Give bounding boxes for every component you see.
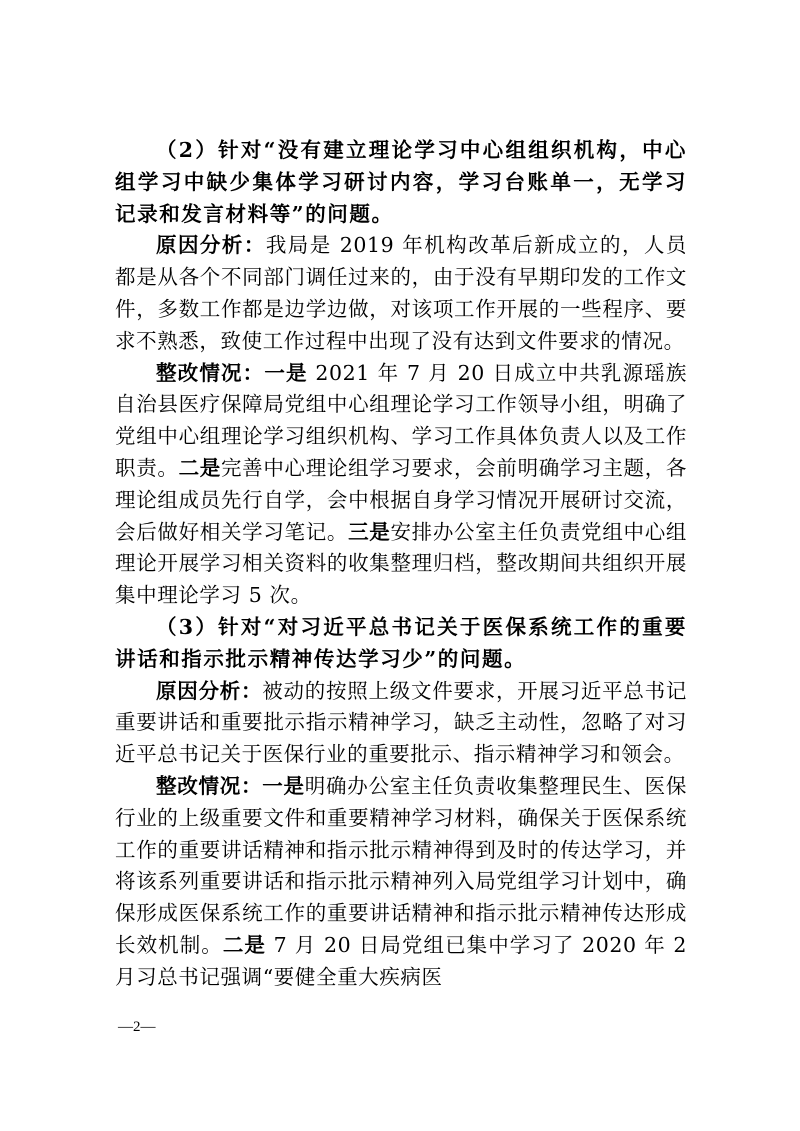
item-text: 2021 年 7 月 20 日成立中共乳源瑶族自治县医疗保障局党组中心组理论学习工作领导小组，明确了党组中心组理论学习组织机构、学习工作具体负责人以及工作职责。	[115, 360, 688, 480]
item-text: 明确办公室主任负责收集整理民生、医保行业的上级重要文件和重要精神学习材料，确保关于医保系统工作的重要讲话精神和指示批示精神得到及时的传达学习，并将该系列重要讲话和指示批示精神列入局党组学习计划中，确保形成医保系统工作的重要讲话精神和指示批示精神传达形成长效机制。	[115, 773, 688, 957]
paragraph-label: 原因分析：	[156, 233, 266, 258]
item-key: 一是	[262, 773, 305, 798]
heading-text: （2）针对“没有建立理论学习中心组组织机构，中心组学习中缺少集体学习研讨内容，学习台账单一，无学习记录和发言材料等”的问题。	[115, 138, 687, 226]
item-key: 二是	[178, 455, 221, 480]
cause-analysis-paragraph-3	[115, 676, 687, 771]
item-text: 完善中心理论组学习要求，会前明确学习主题，各理论组成员先行自学，会中根据自身学习情况开展研讨交流，会后做好相关学习笔记。	[115, 455, 688, 544]
paragraph-label: 整改情况：	[156, 360, 265, 385]
paragraph-text: 被动的按照上级文件要求，开展习近平总书记重要讲话和重要批示指示精神学习，缺乏主动性，忽略了对习近平总书记关于医保行业的重要批示、指示精神学习和领会。	[115, 678, 688, 767]
item-key: 一是	[264, 360, 308, 385]
section-heading-2	[115, 135, 687, 230]
heading-text: （3）针对“对习近平总书记关于医保系统工作的重要讲话和指示批示精神传达学习少”的问题。	[115, 614, 687, 671]
page-number: —2—	[118, 1019, 156, 1035]
item-key: 三是	[348, 519, 391, 544]
rectification-paragraph-3	[115, 771, 687, 994]
cause-analysis-paragraph-2	[115, 230, 687, 357]
paragraph-label: 原因分析：	[156, 678, 263, 703]
item-key: 二是	[222, 932, 266, 957]
paragraph-text: 我局是 2019 年机构改革后新成立的，人员都是从各个不同部门调任过来的，由于没有早期印发的工作文件，多数工作都是边学边做，对该项工作开展的一些程序、要求不熟悉，致使工作过程中出现了没有达到文件要求的情况。	[115, 233, 688, 353]
paragraph-label: 整改情况：	[156, 773, 263, 798]
rectification-paragraph-2	[115, 358, 687, 612]
document-body	[115, 135, 687, 994]
item-text: 安排办公室主任负责党组中心组理论开展学习相关资料的收集整理归档，整改期间共组织开展集中理论学习 5 次。	[115, 519, 688, 608]
section-heading-3	[115, 612, 687, 676]
item-text: 7 月 20 日局党组已集中学习了 2020 年 2 月习总书记强调“要健全重大疾病医	[115, 932, 688, 989]
